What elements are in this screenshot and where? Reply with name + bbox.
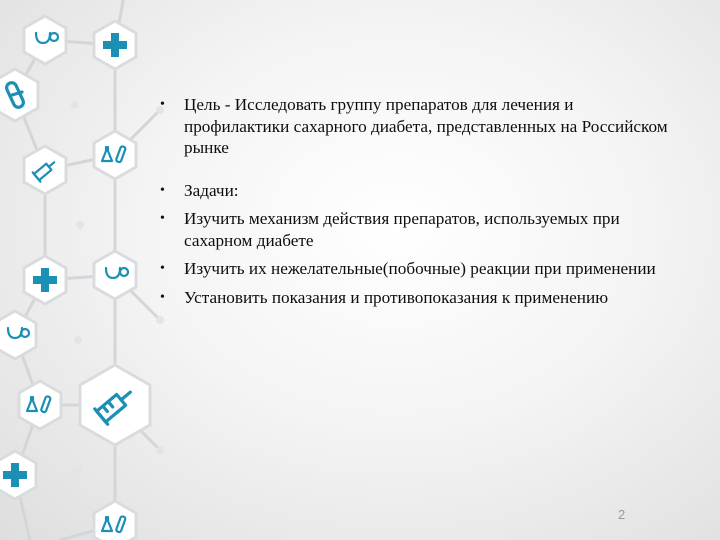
bullet-task-2 [160,258,680,280]
plus-icon [94,21,136,69]
bullet-dot: • [160,289,165,305]
bullet-text: Задачи: [184,180,239,200]
slide-body [160,94,680,308]
lab-flask-icon [94,131,136,179]
stethoscope-icon [0,311,36,359]
bullet-dot: • [160,97,165,112]
bullet-task-1 [160,208,680,251]
bullet-dot: • [160,182,165,198]
bullet-text: Цель - Исследовать группу препаратов для лечения и профилактики сахарного диабета, представленных на Российском рынке [184,95,668,157]
pill-icon [0,69,38,121]
lab-flask-icon [19,381,61,429]
lab-flask-icon [94,501,136,540]
plus-icon [24,256,66,304]
bullet-goal [160,94,680,159]
syringe-icon [80,365,150,445]
bullet-dot: • [160,211,165,226]
bullet-text: Изучить их нежелательные(побочные) реакции при применении [184,259,656,278]
page-number: 2 [618,507,626,522]
bullet-text: Изучить механизм действия препаратов, используемых при сахарном диабете [184,209,620,250]
stethoscope-icon [94,251,136,299]
bullet-task-3 [160,287,680,309]
plus-icon [0,451,36,499]
bullet-dot: • [160,261,165,276]
medical-decoration-panel [0,0,170,540]
bullet-tasks-heading [160,180,680,202]
bullet-text: Установить показания и противопоказания к применению [184,287,609,307]
syringe-icon [24,146,66,194]
stethoscope-icon [24,16,66,64]
